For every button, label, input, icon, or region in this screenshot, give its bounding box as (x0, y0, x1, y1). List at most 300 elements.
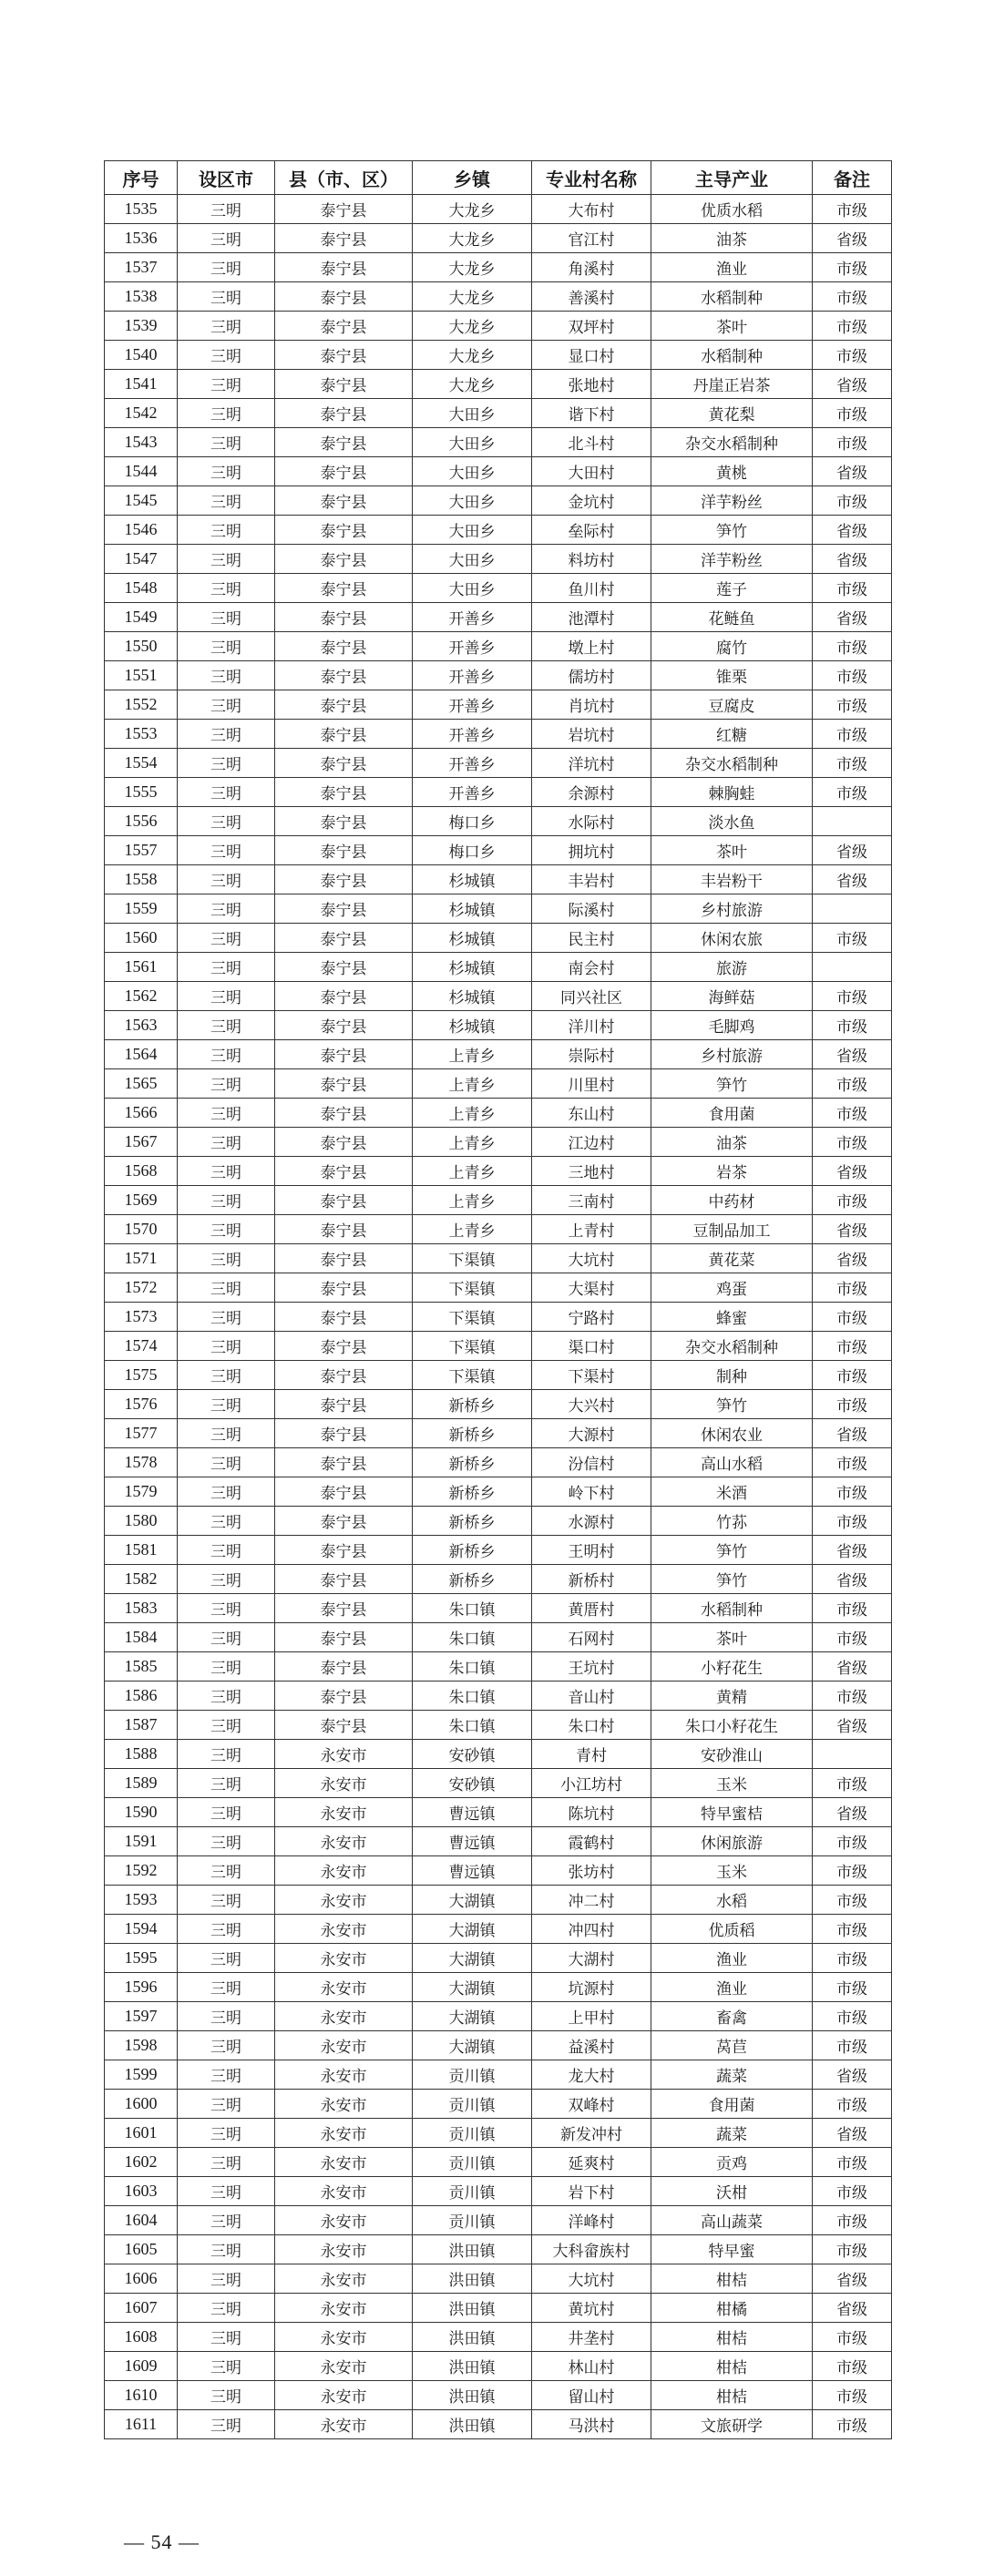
cell-city: 三明 (178, 2002, 275, 2031)
cell-township: 梅口乡 (413, 807, 532, 836)
cell-city: 三明 (178, 1011, 275, 1040)
table-row (105, 2031, 892, 2060)
cell-city: 三明 (178, 865, 275, 894)
cell-county: 泰宁县 (275, 545, 413, 574)
cell-industry: 贡鸡 (651, 2148, 813, 2177)
cell-remark: 省级 (813, 2060, 892, 2090)
cell-county: 泰宁县 (275, 1652, 413, 1682)
table-row (105, 603, 892, 632)
table-row (105, 2323, 892, 2352)
header-county: 县（市、区） (275, 161, 413, 195)
cell-county: 永安市 (275, 2119, 413, 2148)
cell-city: 三明 (178, 399, 275, 428)
table-row (105, 807, 892, 836)
cell-township: 贡川镇 (413, 2090, 532, 2119)
cell-township: 大田乡 (413, 516, 532, 545)
cell-remark: 市级 (813, 1856, 892, 1886)
cell-city: 三明 (178, 1711, 275, 1740)
cell-serial: 1600 (105, 2090, 178, 2119)
table-row (105, 545, 892, 574)
cell-remark: 市级 (813, 1973, 892, 2002)
cell-township: 大湖镇 (413, 1915, 532, 1944)
cell-township: 新桥乡 (413, 1536, 532, 1565)
cell-serial: 1581 (105, 1536, 178, 1565)
table-row (105, 1623, 892, 1652)
cell-city: 三明 (178, 253, 275, 282)
cell-remark: 市级 (813, 1944, 892, 1973)
cell-village-name: 北斗村 (532, 428, 651, 457)
cell-industry: 蜂蜜 (651, 1303, 813, 1332)
cell-county: 泰宁县 (275, 953, 413, 982)
cell-remark: 省级 (813, 2119, 892, 2148)
cell-industry: 锥栗 (651, 661, 813, 690)
cell-village-name: 宁路村 (532, 1303, 651, 1332)
cell-industry: 豆制品加工 (651, 1215, 813, 1244)
cell-county: 泰宁县 (275, 1303, 413, 1332)
cell-township: 大龙乡 (413, 253, 532, 282)
cell-city: 三明 (178, 1303, 275, 1332)
cell-remark: 市级 (813, 1011, 892, 1040)
cell-township: 朱口镇 (413, 1594, 532, 1623)
cell-industry: 休闲旅游 (651, 1827, 813, 1856)
cell-village-name: 料坊村 (532, 545, 651, 574)
cell-industry: 莴苣 (651, 2031, 813, 2060)
cell-serial: 1610 (105, 2381, 178, 2410)
cell-remark: 市级 (813, 2002, 892, 2031)
cell-county: 永安市 (275, 2294, 413, 2323)
cell-city: 三明 (178, 1856, 275, 1886)
cell-serial: 1572 (105, 1273, 178, 1303)
cell-village-name: 显口村 (532, 341, 651, 370)
cell-county: 泰宁县 (275, 399, 413, 428)
cell-county: 泰宁县 (275, 836, 413, 865)
cell-township: 杉城镇 (413, 1011, 532, 1040)
cell-serial: 1609 (105, 2352, 178, 2381)
cell-industry: 丹崖正岩茶 (651, 370, 813, 399)
cell-village-name: 南会村 (532, 953, 651, 982)
cell-remark: 市级 (813, 2381, 892, 2410)
cell-city: 三明 (178, 1390, 275, 1419)
cell-serial: 1560 (105, 924, 178, 953)
cell-county: 泰宁县 (275, 1128, 413, 1157)
cell-serial: 1593 (105, 1886, 178, 1915)
table-row (105, 720, 892, 749)
cell-serial: 1598 (105, 2031, 178, 2060)
cell-township: 杉城镇 (413, 953, 532, 982)
cell-township: 大龙乡 (413, 312, 532, 341)
cell-township: 洪田镇 (413, 2352, 532, 2381)
cell-remark: 市级 (813, 1623, 892, 1652)
table-row (105, 2119, 892, 2148)
cell-village-name: 洋坑村 (532, 749, 651, 778)
cell-serial: 1588 (105, 1740, 178, 1769)
table-row (105, 2148, 892, 2177)
cell-township: 大田乡 (413, 457, 532, 486)
cell-remark: 市级 (813, 1769, 892, 1798)
cell-remark: 市级 (813, 253, 892, 282)
cell-city: 三明 (178, 661, 275, 690)
cell-county: 泰宁县 (275, 1477, 413, 1507)
cell-city: 三明 (178, 924, 275, 953)
cell-city: 三明 (178, 2206, 275, 2235)
cell-township: 朱口镇 (413, 1652, 532, 1682)
cell-serial: 1562 (105, 982, 178, 1011)
cell-remark: 省级 (813, 1565, 892, 1594)
cell-industry: 岩茶 (651, 1157, 813, 1186)
cell-serial: 1545 (105, 486, 178, 516)
cell-serial: 1607 (105, 2294, 178, 2323)
table-row (105, 2090, 892, 2119)
cell-serial: 1536 (105, 224, 178, 253)
cell-industry: 渔业 (651, 1973, 813, 2002)
cell-village-name: 大源村 (532, 1419, 651, 1448)
table-row (105, 1419, 892, 1448)
cell-township: 大龙乡 (413, 341, 532, 370)
cell-industry: 柑桔 (651, 2352, 813, 2381)
cell-industry: 鸡蛋 (651, 1273, 813, 1303)
cell-remark: 市级 (813, 1099, 892, 1128)
header-remark: 备注 (813, 161, 892, 195)
cell-village-name: 丰岩村 (532, 865, 651, 894)
cell-township: 新桥乡 (413, 1390, 532, 1419)
cell-city: 三明 (178, 457, 275, 486)
cell-industry: 乡村旅游 (651, 1040, 813, 1069)
cell-village-name: 岩下村 (532, 2177, 651, 2206)
cell-serial: 1586 (105, 1682, 178, 1711)
cell-industry: 黄花梨 (651, 399, 813, 428)
cell-county: 泰宁县 (275, 1186, 413, 1215)
cell-village-name: 鱼川村 (532, 574, 651, 603)
cell-remark: 省级 (813, 1244, 892, 1273)
cell-village-name: 墩上村 (532, 632, 651, 661)
table-row (105, 690, 892, 720)
cell-city: 三明 (178, 2294, 275, 2323)
cell-industry: 黄桃 (651, 457, 813, 486)
cell-serial: 1566 (105, 1099, 178, 1128)
cell-township: 曹远镇 (413, 1856, 532, 1886)
cell-township: 安砂镇 (413, 1769, 532, 1798)
cell-industry: 高山水稻 (651, 1448, 813, 1477)
cell-serial: 1584 (105, 1623, 178, 1652)
cell-city: 三明 (178, 1565, 275, 1594)
table-row (105, 428, 892, 457)
table-row (105, 1973, 892, 2002)
cell-village-name: 东山村 (532, 1099, 651, 1128)
cell-industry: 渔业 (651, 1944, 813, 1973)
cell-city: 三明 (178, 1215, 275, 1244)
cell-village-name: 陈坑村 (532, 1798, 651, 1827)
cell-serial: 1543 (105, 428, 178, 457)
cell-township: 贡川镇 (413, 2206, 532, 2235)
cell-remark: 市级 (813, 2206, 892, 2235)
table-row (105, 1157, 892, 1186)
cell-village-name: 三南村 (532, 1186, 651, 1215)
cell-serial: 1569 (105, 1186, 178, 1215)
cell-township: 洪田镇 (413, 2294, 532, 2323)
cell-remark: 市级 (813, 778, 892, 807)
cell-village-name: 角溪村 (532, 253, 651, 282)
cell-city: 三明 (178, 1944, 275, 1973)
cell-township: 大湖镇 (413, 2002, 532, 2031)
cell-township: 贡川镇 (413, 2177, 532, 2206)
cell-serial: 1606 (105, 2264, 178, 2294)
cell-village-name: 下渠村 (532, 1361, 651, 1390)
cell-city: 三明 (178, 1740, 275, 1769)
table-row (105, 661, 892, 690)
cell-city: 三明 (178, 1536, 275, 1565)
cell-remark: 市级 (813, 1915, 892, 1944)
cell-remark: 市级 (813, 312, 892, 341)
cell-industry: 柑橘 (651, 2294, 813, 2323)
cell-remark (813, 894, 892, 924)
cell-serial: 1541 (105, 370, 178, 399)
cell-remark: 市级 (813, 1303, 892, 1332)
cell-industry: 畜禽 (651, 2002, 813, 2031)
cell-city: 三明 (178, 574, 275, 603)
table-body (105, 195, 892, 2439)
table-row (105, 1915, 892, 1944)
cell-industry: 棘胸蛙 (651, 778, 813, 807)
cell-township: 安砂镇 (413, 1740, 532, 1769)
cell-village-name: 水际村 (532, 807, 651, 836)
cell-village-name: 余源村 (532, 778, 651, 807)
cell-serial: 1596 (105, 1973, 178, 2002)
cell-remark: 省级 (813, 1652, 892, 1682)
cell-township: 贡川镇 (413, 2119, 532, 2148)
cell-remark: 市级 (813, 2410, 892, 2439)
cell-remark: 省级 (813, 1215, 892, 1244)
cell-village-name: 谐下村 (532, 399, 651, 428)
cell-village-name: 延爽村 (532, 2148, 651, 2177)
cell-city: 三明 (178, 2177, 275, 2206)
cell-village-name: 林山村 (532, 2352, 651, 2381)
cell-city: 三明 (178, 2031, 275, 2060)
table-row (105, 836, 892, 865)
cell-industry: 洋芋粉丝 (651, 486, 813, 516)
cell-city: 三明 (178, 836, 275, 865)
cell-industry: 柑桔 (651, 2264, 813, 2294)
cell-township: 大龙乡 (413, 224, 532, 253)
table-row (105, 1128, 892, 1157)
cell-township: 上青乡 (413, 1128, 532, 1157)
cell-village-name: 洋峰村 (532, 2206, 651, 2235)
cell-industry: 豆腐皮 (651, 690, 813, 720)
table-row (105, 457, 892, 486)
cell-township: 大湖镇 (413, 1973, 532, 2002)
table-row (105, 516, 892, 545)
cell-remark: 市级 (813, 2235, 892, 2264)
table-row (105, 2294, 892, 2323)
cell-remark: 省级 (813, 2294, 892, 2323)
cell-village-name: 汾信村 (532, 1448, 651, 1477)
cell-village-name: 王坑村 (532, 1652, 651, 1682)
cell-city: 三明 (178, 1477, 275, 1507)
table-row (105, 224, 892, 253)
cell-city: 三明 (178, 195, 275, 224)
table-row (105, 953, 892, 982)
cell-industry: 休闲农旅 (651, 924, 813, 953)
cell-serial: 1559 (105, 894, 178, 924)
cell-county: 永安市 (275, 1856, 413, 1886)
cell-remark: 省级 (813, 2264, 892, 2294)
cell-industry: 食用菌 (651, 1099, 813, 1128)
cell-township: 杉城镇 (413, 924, 532, 953)
cell-remark: 省级 (813, 603, 892, 632)
cell-township: 大龙乡 (413, 195, 532, 224)
cell-village-name: 上甲村 (532, 2002, 651, 2031)
cell-city: 三明 (178, 1157, 275, 1186)
cell-village-name: 井垄村 (532, 2323, 651, 2352)
cell-city: 三明 (178, 1332, 275, 1361)
cell-city: 三明 (178, 341, 275, 370)
cell-township: 新桥乡 (413, 1507, 532, 1536)
cell-city: 三明 (178, 1419, 275, 1448)
cell-county: 泰宁县 (275, 632, 413, 661)
cell-village-name: 冲四村 (532, 1915, 651, 1944)
cell-township: 曹远镇 (413, 1798, 532, 1827)
cell-serial: 1568 (105, 1157, 178, 1186)
cell-county: 泰宁县 (275, 749, 413, 778)
cell-serial: 1590 (105, 1798, 178, 1827)
cell-remark: 省级 (813, 457, 892, 486)
cell-industry: 米酒 (651, 1477, 813, 1507)
cell-city: 三明 (178, 282, 275, 312)
cell-serial: 1539 (105, 312, 178, 341)
cell-county: 永安市 (275, 1915, 413, 1944)
cell-village-name: 青村 (532, 1740, 651, 1769)
table-row (105, 982, 892, 1011)
cell-serial: 1548 (105, 574, 178, 603)
cell-industry: 笋竹 (651, 1565, 813, 1594)
cell-serial: 1564 (105, 1040, 178, 1069)
cell-county: 永安市 (275, 2381, 413, 2410)
cell-township: 贡川镇 (413, 2060, 532, 2090)
cell-township: 杉城镇 (413, 865, 532, 894)
cell-industry: 杂交水稻制种 (651, 428, 813, 457)
cell-county: 泰宁县 (275, 486, 413, 516)
table-row (105, 1244, 892, 1273)
cell-serial: 1579 (105, 1477, 178, 1507)
cell-township: 洪田镇 (413, 2264, 532, 2294)
cell-serial: 1592 (105, 1856, 178, 1886)
table-row (105, 1536, 892, 1565)
cell-remark: 市级 (813, 1507, 892, 1536)
table-row (105, 1769, 892, 1798)
cell-remark: 市级 (813, 720, 892, 749)
cell-township: 朱口镇 (413, 1623, 532, 1652)
cell-remark: 省级 (813, 1040, 892, 1069)
cell-city: 三明 (178, 1273, 275, 1303)
cell-township: 开善乡 (413, 778, 532, 807)
cell-village-name: 垒际村 (532, 516, 651, 545)
cell-township: 上青乡 (413, 1099, 532, 1128)
cell-township: 下渠镇 (413, 1332, 532, 1361)
cell-township: 洪田镇 (413, 2323, 532, 2352)
table-row (105, 1798, 892, 1827)
cell-township: 大龙乡 (413, 370, 532, 399)
table-row (105, 1944, 892, 1973)
cell-industry: 杂交水稻制种 (651, 1332, 813, 1361)
cell-village-name: 川里村 (532, 1069, 651, 1099)
cell-serial: 1552 (105, 690, 178, 720)
cell-county: 泰宁县 (275, 603, 413, 632)
cell-city: 三明 (178, 1128, 275, 1157)
cell-industry: 笋竹 (651, 516, 813, 545)
cell-city: 三明 (178, 1682, 275, 1711)
table-row (105, 282, 892, 312)
cell-serial: 1576 (105, 1390, 178, 1419)
cell-city: 三明 (178, 428, 275, 457)
cell-county: 泰宁县 (275, 1594, 413, 1623)
cell-city: 三明 (178, 2060, 275, 2090)
cell-remark: 省级 (813, 224, 892, 253)
cell-serial: 1604 (105, 2206, 178, 2235)
cell-village-name: 黄厝村 (532, 1594, 651, 1623)
cell-serial: 1567 (105, 1128, 178, 1157)
cell-industry: 茶叶 (651, 1623, 813, 1652)
table-row (105, 1711, 892, 1740)
cell-serial: 1540 (105, 341, 178, 370)
cell-serial: 1558 (105, 865, 178, 894)
cell-city: 三明 (178, 603, 275, 632)
cell-village-name: 金坑村 (532, 486, 651, 516)
cell-city: 三明 (178, 1886, 275, 1915)
cell-industry: 红糖 (651, 720, 813, 749)
cell-county: 泰宁县 (275, 312, 413, 341)
cell-village-name: 张地村 (532, 370, 651, 399)
cell-serial: 1563 (105, 1011, 178, 1040)
cell-township: 上青乡 (413, 1069, 532, 1099)
table-row (105, 1361, 892, 1390)
cell-city: 三明 (178, 1973, 275, 2002)
cell-serial: 1557 (105, 836, 178, 865)
table-row (105, 1507, 892, 1536)
cell-remark: 省级 (813, 545, 892, 574)
cell-county: 永安市 (275, 2235, 413, 2264)
cell-village-name: 益溪村 (532, 2031, 651, 2060)
cell-industry: 蔬菜 (651, 2119, 813, 2148)
cell-county: 永安市 (275, 2264, 413, 2294)
cell-serial: 1565 (105, 1069, 178, 1099)
header-industry: 主导产业 (651, 161, 813, 195)
cell-village-name: 大渠村 (532, 1273, 651, 1303)
cell-industry: 黄精 (651, 1682, 813, 1711)
cell-serial: 1583 (105, 1594, 178, 1623)
cell-remark: 市级 (813, 574, 892, 603)
cell-county: 泰宁县 (275, 865, 413, 894)
cell-serial: 1611 (105, 2410, 178, 2439)
cell-remark (813, 1740, 892, 1769)
cell-county: 永安市 (275, 2002, 413, 2031)
cell-village-name: 洋川村 (532, 1011, 651, 1040)
cell-township: 曹远镇 (413, 1827, 532, 1856)
cell-city: 三明 (178, 807, 275, 836)
cell-village-name: 池潭村 (532, 603, 651, 632)
table-row (105, 1448, 892, 1477)
cell-serial: 1555 (105, 778, 178, 807)
cell-industry: 制种 (651, 1361, 813, 1390)
cell-serial: 1549 (105, 603, 178, 632)
cell-city: 三明 (178, 1040, 275, 1069)
table-row (105, 1215, 892, 1244)
cell-remark: 省级 (813, 1157, 892, 1186)
cell-remark: 市级 (813, 428, 892, 457)
cell-county: 永安市 (275, 2060, 413, 2090)
cell-county: 泰宁县 (275, 924, 413, 953)
cell-serial: 1608 (105, 2323, 178, 2352)
table-row (105, 1390, 892, 1419)
cell-township: 下渠镇 (413, 1361, 532, 1390)
